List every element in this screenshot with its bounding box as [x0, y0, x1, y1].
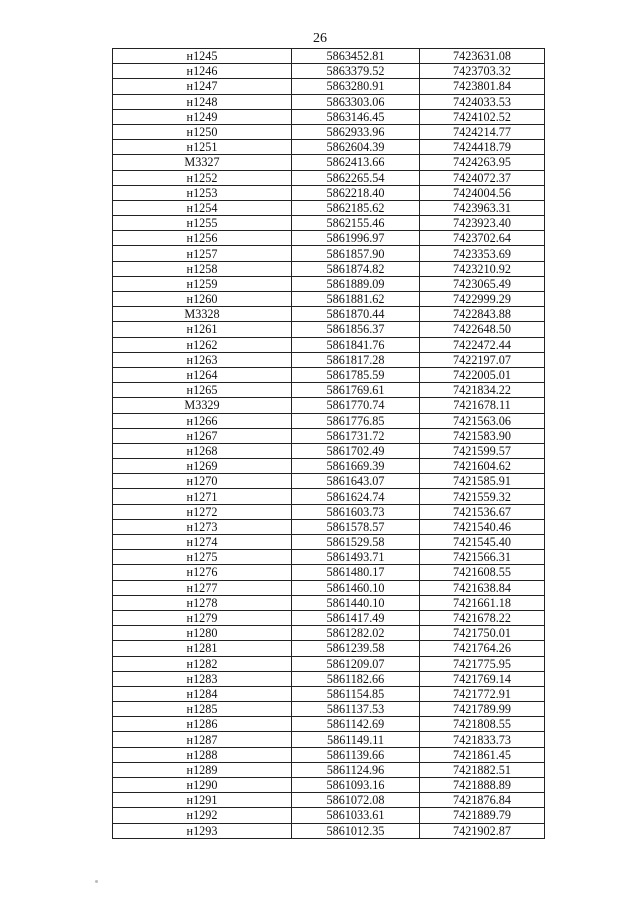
y-coordinate-cell: 7421540.46: [420, 519, 545, 534]
y-coordinate-cell: 7421876.84: [420, 793, 545, 808]
point-id-cell: н1267: [113, 428, 292, 443]
x-coordinate-cell: 5863280.91: [292, 79, 420, 94]
table-row: [113, 170, 545, 185]
table-row: [113, 292, 545, 307]
y-coordinate-cell: 7421608.55: [420, 565, 545, 580]
x-coordinate-cell: 5861417.49: [292, 610, 420, 625]
table-row: [113, 352, 545, 367]
y-coordinate-cell: 7421545.40: [420, 535, 545, 550]
x-coordinate-cell: 5861072.08: [292, 793, 420, 808]
point-id-cell: н1268: [113, 443, 292, 458]
point-id-cell: н1282: [113, 656, 292, 671]
y-coordinate-cell: 7421772.91: [420, 686, 545, 701]
y-coordinate-cell: 7423353.69: [420, 246, 545, 261]
point-id-cell: н1285: [113, 702, 292, 717]
table-row: [113, 762, 545, 777]
x-coordinate-cell: 5862413.66: [292, 155, 420, 170]
y-coordinate-cell: 7421536.67: [420, 504, 545, 519]
point-id-cell: н1254: [113, 200, 292, 215]
point-id-cell: н1286: [113, 717, 292, 732]
x-coordinate-cell: 5861578.57: [292, 519, 420, 534]
y-coordinate-cell: 7421604.62: [420, 459, 545, 474]
table-row: [113, 474, 545, 489]
point-id-cell: н1258: [113, 261, 292, 276]
x-coordinate-cell: 5861124.96: [292, 762, 420, 777]
table-row: [113, 671, 545, 686]
point-id-cell: М3329: [113, 398, 292, 413]
x-coordinate-cell: 5861643.07: [292, 474, 420, 489]
point-id-cell: н1271: [113, 489, 292, 504]
y-coordinate-cell: 7421882.51: [420, 762, 545, 777]
point-id-cell: н1280: [113, 626, 292, 641]
y-coordinate-cell: 7421559.32: [420, 489, 545, 504]
x-coordinate-cell: 5861785.59: [292, 367, 420, 382]
x-coordinate-cell: 5861137.53: [292, 702, 420, 717]
table-row: [113, 778, 545, 793]
y-coordinate-cell: 7422472.44: [420, 337, 545, 352]
table-row: [113, 747, 545, 762]
x-coordinate-cell: 5861769.61: [292, 383, 420, 398]
table-row: [113, 246, 545, 261]
table-row: [113, 443, 545, 458]
table-row: [113, 717, 545, 732]
y-coordinate-cell: 7423702.64: [420, 231, 545, 246]
y-coordinate-cell: 7421563.06: [420, 413, 545, 428]
x-coordinate-cell: 5861480.17: [292, 565, 420, 580]
point-id-cell: н1287: [113, 732, 292, 747]
point-id-cell: н1265: [113, 383, 292, 398]
table-row: [113, 428, 545, 443]
table-row: [113, 155, 545, 170]
x-coordinate-cell: 5861881.62: [292, 292, 420, 307]
y-coordinate-cell: 7421764.26: [420, 641, 545, 656]
x-coordinate-cell: 5861493.71: [292, 550, 420, 565]
y-coordinate-cell: 7421599.57: [420, 443, 545, 458]
table-row: [113, 322, 545, 337]
x-coordinate-cell: 5861776.85: [292, 413, 420, 428]
table-row: [113, 808, 545, 823]
point-id-cell: н1275: [113, 550, 292, 565]
y-coordinate-cell: 7423631.08: [420, 49, 545, 64]
x-coordinate-cell: 5862155.46: [292, 216, 420, 231]
y-coordinate-cell: 7421585.91: [420, 474, 545, 489]
point-id-cell: н1290: [113, 778, 292, 793]
point-id-cell: М3328: [113, 307, 292, 322]
table-row: [113, 702, 545, 717]
point-id-cell: н1251: [113, 140, 292, 155]
point-id-cell: н1289: [113, 762, 292, 777]
y-coordinate-cell: 7423210.92: [420, 261, 545, 276]
point-id-cell: н1284: [113, 686, 292, 701]
x-coordinate-cell: 5861282.02: [292, 626, 420, 641]
point-id-cell: н1250: [113, 124, 292, 139]
y-coordinate-cell: 7421861.45: [420, 747, 545, 762]
y-coordinate-cell: 7422197.07: [420, 352, 545, 367]
table-row: [113, 337, 545, 352]
table-row: [113, 732, 545, 747]
point-id-cell: н1279: [113, 610, 292, 625]
y-coordinate-cell: 7422999.29: [420, 292, 545, 307]
x-coordinate-cell: 5861142.69: [292, 717, 420, 732]
page-number: 26: [313, 31, 327, 46]
x-coordinate-cell: 5861857.90: [292, 246, 420, 261]
x-coordinate-cell: 5861209.07: [292, 656, 420, 671]
point-id-cell: н1273: [113, 519, 292, 534]
x-coordinate-cell: 5862218.40: [292, 185, 420, 200]
point-id-cell: н1256: [113, 231, 292, 246]
x-coordinate-cell: 5861702.49: [292, 443, 420, 458]
table-row: [113, 641, 545, 656]
x-coordinate-cell: 5861093.16: [292, 778, 420, 793]
table-row: [113, 124, 545, 139]
y-coordinate-cell: 7422843.88: [420, 307, 545, 322]
x-coordinate-cell: 5863146.45: [292, 109, 420, 124]
y-coordinate-cell: 7421566.31: [420, 550, 545, 565]
y-coordinate-cell: 7424102.52: [420, 109, 545, 124]
y-coordinate-cell: 7421902.87: [420, 823, 545, 838]
table-row: [113, 595, 545, 610]
point-id-cell: н1278: [113, 595, 292, 610]
y-coordinate-cell: 7421769.14: [420, 671, 545, 686]
point-id-cell: н1262: [113, 337, 292, 352]
point-id-cell: н1283: [113, 671, 292, 686]
point-id-cell: н1264: [113, 367, 292, 382]
table-row: [113, 535, 545, 550]
table-row: [113, 94, 545, 109]
x-coordinate-cell: 5861817.28: [292, 352, 420, 367]
table-row: [113, 216, 545, 231]
point-id-cell: н1269: [113, 459, 292, 474]
table-row: [113, 823, 545, 838]
x-coordinate-cell: 5861889.09: [292, 276, 420, 291]
point-id-cell: н1270: [113, 474, 292, 489]
table-row: [113, 610, 545, 625]
table-row: [113, 261, 545, 276]
point-id-cell: н1274: [113, 535, 292, 550]
point-id-cell: н1276: [113, 565, 292, 580]
point-id-cell: н1249: [113, 109, 292, 124]
point-id-cell: н1253: [113, 185, 292, 200]
point-id-cell: н1257: [113, 246, 292, 261]
x-coordinate-cell: 5862265.54: [292, 170, 420, 185]
table-row: [113, 459, 545, 474]
table-row: [113, 413, 545, 428]
point-id-cell: н1288: [113, 747, 292, 762]
y-coordinate-cell: 7421889.79: [420, 808, 545, 823]
y-coordinate-cell: 7422648.50: [420, 322, 545, 337]
x-coordinate-cell: 5862604.39: [292, 140, 420, 155]
table-row: [113, 79, 545, 94]
x-coordinate-cell: 5861239.58: [292, 641, 420, 656]
y-coordinate-cell: 7421661.18: [420, 595, 545, 610]
y-coordinate-cell: 7423065.49: [420, 276, 545, 291]
point-id-cell: н1293: [113, 823, 292, 838]
y-coordinate-cell: 7424263.95: [420, 155, 545, 170]
y-coordinate-cell: 7424418.79: [420, 140, 545, 155]
table-row: [113, 504, 545, 519]
table-row: [113, 185, 545, 200]
x-coordinate-cell: 5861154.85: [292, 686, 420, 701]
point-id-cell: н1252: [113, 170, 292, 185]
y-coordinate-cell: 7421888.89: [420, 778, 545, 793]
x-coordinate-cell: 5863452.81: [292, 49, 420, 64]
x-coordinate-cell: 5861529.58: [292, 535, 420, 550]
x-coordinate-cell: 5861440.10: [292, 595, 420, 610]
y-coordinate-cell: 7421638.84: [420, 580, 545, 595]
table-row: [113, 231, 545, 246]
point-id-cell: н1248: [113, 94, 292, 109]
y-coordinate-cell: 7424214.77: [420, 124, 545, 139]
point-id-cell: н1245: [113, 49, 292, 64]
point-id-cell: М3327: [113, 155, 292, 170]
point-id-cell: н1261: [113, 322, 292, 337]
y-coordinate-cell: 7424033.53: [420, 94, 545, 109]
x-coordinate-cell: 5861874.82: [292, 261, 420, 276]
x-coordinate-cell: 5862933.96: [292, 124, 420, 139]
table-row: [113, 398, 545, 413]
point-id-cell: н1272: [113, 504, 292, 519]
x-coordinate-cell: 5861856.37: [292, 322, 420, 337]
x-coordinate-cell: 5861669.39: [292, 459, 420, 474]
point-id-cell: н1291: [113, 793, 292, 808]
coordinates-table: [112, 48, 545, 839]
point-id-cell: н1247: [113, 79, 292, 94]
y-coordinate-cell: 7421808.55: [420, 717, 545, 732]
table-row: [113, 276, 545, 291]
table-row: [113, 140, 545, 155]
table-row: [113, 550, 545, 565]
x-coordinate-cell: 5861624.74: [292, 489, 420, 504]
table-row: [113, 626, 545, 641]
table-row: [113, 64, 545, 79]
table-row: [113, 580, 545, 595]
coordinates-table-body: [113, 49, 545, 839]
y-coordinate-cell: 7421775.95: [420, 656, 545, 671]
point-id-cell: н1260: [113, 292, 292, 307]
point-id-cell: н1255: [113, 216, 292, 231]
y-coordinate-cell: 7424072.37: [420, 170, 545, 185]
x-coordinate-cell: 5862185.62: [292, 200, 420, 215]
x-coordinate-cell: 5861182.66: [292, 671, 420, 686]
y-coordinate-cell: 7421789.99: [420, 702, 545, 717]
y-coordinate-cell: 7421834.22: [420, 383, 545, 398]
y-coordinate-cell: 7421750.01: [420, 626, 545, 641]
x-coordinate-cell: 5861996.97: [292, 231, 420, 246]
y-coordinate-cell: 7421678.22: [420, 610, 545, 625]
x-coordinate-cell: 5861139.66: [292, 747, 420, 762]
x-coordinate-cell: 5861731.72: [292, 428, 420, 443]
x-coordinate-cell: 5863379.52: [292, 64, 420, 79]
point-id-cell: н1259: [113, 276, 292, 291]
y-coordinate-cell: 7423923.40: [420, 216, 545, 231]
x-coordinate-cell: 5861603.73: [292, 504, 420, 519]
y-coordinate-cell: 7421678.11: [420, 398, 545, 413]
table-row: [113, 49, 545, 64]
x-coordinate-cell: 5861149.11: [292, 732, 420, 747]
table-row: [113, 519, 545, 534]
table-row: [113, 383, 545, 398]
x-coordinate-cell: 5861460.10: [292, 580, 420, 595]
point-id-cell: н1292: [113, 808, 292, 823]
point-id-cell: н1246: [113, 64, 292, 79]
x-coordinate-cell: 5861012.35: [292, 823, 420, 838]
y-coordinate-cell: 7421583.90: [420, 428, 545, 443]
table-row: [113, 793, 545, 808]
table-row: [113, 656, 545, 671]
x-coordinate-cell: 5863303.06: [292, 94, 420, 109]
y-coordinate-cell: 7422005.01: [420, 367, 545, 382]
y-coordinate-cell: 7423801.84: [420, 79, 545, 94]
x-coordinate-cell: 5861033.61: [292, 808, 420, 823]
x-coordinate-cell: 5861770.74: [292, 398, 420, 413]
table-row: [113, 367, 545, 382]
y-coordinate-cell: 7421833.73: [420, 732, 545, 747]
x-coordinate-cell: 5861841.76: [292, 337, 420, 352]
table-row: [113, 489, 545, 504]
point-id-cell: н1277: [113, 580, 292, 595]
scan-speck: [95, 880, 98, 883]
table-row: [113, 109, 545, 124]
table-row: [113, 307, 545, 322]
point-id-cell: н1281: [113, 641, 292, 656]
point-id-cell: н1263: [113, 352, 292, 367]
y-coordinate-cell: 7423703.32: [420, 64, 545, 79]
y-coordinate-cell: 7423963.31: [420, 200, 545, 215]
x-coordinate-cell: 5861870.44: [292, 307, 420, 322]
table-row: [113, 200, 545, 215]
table-row: [113, 686, 545, 701]
y-coordinate-cell: 7424004.56: [420, 185, 545, 200]
table-row: [113, 565, 545, 580]
point-id-cell: н1266: [113, 413, 292, 428]
